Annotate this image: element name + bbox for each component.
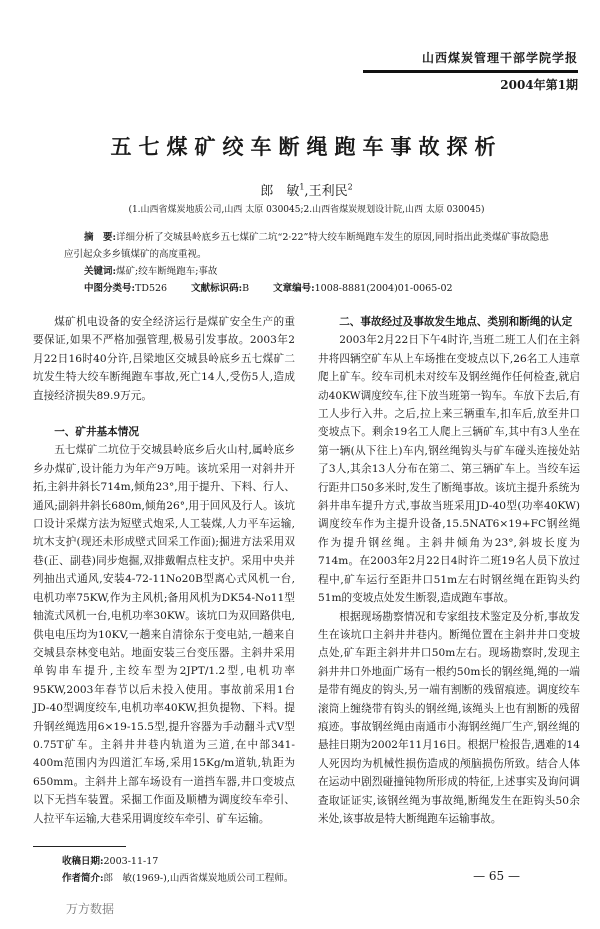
footnote-rule	[33, 846, 126, 847]
authors	[33, 183, 580, 201]
body-columns	[33, 313, 580, 887]
classification-line	[84, 280, 560, 297]
section-heading-1: 一、矿井基本情况	[54, 426, 139, 439]
article-number-label: 文章编号:	[273, 283, 315, 294]
section-2-paragraph-2: 根据现场勘察情况和专家组技术鉴定及分析,事故发生在该坑口主斜井井巷内。断绳位置在主斜井井口变坡点处,矿车距主斜井井口50m左右。现场勘察时,发现主斜井井口外地面广场有一根约50m长的钢丝绳,绳的一端是带有绳皮的钩头,另一端有割断的残留痕迹。调度绞车滚筒上缠绕带有钩头的钢丝绳,该绳头上也有割断的残留痕迹。事故钢丝绳由南通市小海钢丝绳厂生产,钢丝绳的悬挂日期为2002年11月16日。根据尸检报告,遇难的14人死因均为机械性损伤造成的颅脑损伤所致。结合人体在运动中剧烈碰撞钝物所形成的特征,上述事实及询问调查取证证实,该钢丝绳为事故绳,断绳发生在距钩头50余米处,该事故是特大断绳跑车运输事故。	[318, 610, 580, 825]
header-rule	[363, 70, 578, 73]
left-column	[33, 313, 295, 887]
page-number: — 65 —	[473, 869, 520, 884]
author-1: 郎 敏	[260, 184, 300, 199]
issue-number: 2004年第1期	[500, 78, 578, 92]
doc-code-value: B	[242, 283, 250, 294]
paper-title: 五七煤矿绞车断绳跑车事故探析	[110, 134, 503, 159]
author-1-affil-mark: 1	[299, 182, 305, 192]
received-label: 收稿日期:	[62, 855, 104, 867]
clc-value: TD526	[135, 283, 168, 294]
affiliations: (1.山西省煤炭地质公司,山西 太原 030045;2.山西省煤炭规划设计院,山西 太原 030045)	[128, 205, 485, 215]
section-heading-2: 二、事故经过及事故发生地点、类别和断绳的认定	[339, 316, 573, 328]
received-value: 2003-11-17	[103, 855, 159, 867]
doc-code-label: 文献标识码:	[191, 283, 243, 294]
author-2-affil-mark: 2	[347, 182, 353, 192]
right-column	[318, 313, 580, 887]
article-number-value: 1008-8881(2004)01-0065-02	[314, 283, 453, 294]
keywords-text: 煤矿;绞车断绳跑车;事故	[116, 266, 218, 277]
section-1-paragraph: 五七煤矿二坑位于交城县岭底乡后火山村,属岭底乡乡办煤矿,设计能力为年产9万吨。该坑采用一对斜井开拓,主斜井斜长714m,倾角23°,用于提升、下料、行人、通风;副斜井斜长680m,倾角26°,用于回风及行人。该坑口设计采煤方法为短壁式炮采,人工装煤,人力平车运输,坑木支护(现还未形成壁式回采工作面);掘进方法采用双巷(正、副巷)同步炮掘,双排戴帽点柱支护。采用中央并列抽出式通风,安装4-72-11No20B型离心式风机一台,电机功率75KW,作为主风机;备用风机为DK54-No11型轴流式风机一台,电机功率30KW。该坑口为双回路供电,供电电压均为10KV,一趟来自清徐东于变电站,一趟来自交城县奈林变电站。地面安装三台变压器。主斜井采用单钩串车提升,主绞车型为2JPT/1.2型,电机功率95KW,2003年春节以后未投入使用。事故前采用1台JD-40型调度绞车,电机功率40KW,担负提物、下料。提升钢丝绳选用6×19-15.5型,提升容器为手动翻斗式V型0.75T矿车。主斜井井巷内轨道为三道,在中部341-400m范围内为四道汇车场,采用15Kg/m道轨,轨距为650mm。主斜井上部车场设有一道挡车器,井口变坡点以下无挡车装置。采掘工作面及顺槽为调度绞车牵引、人拉平车运输,大巷采用调度绞车牵引、矿车运输。	[33, 444, 295, 825]
author-bio	[62, 870, 295, 887]
intro-paragraph: 煤矿机电设备的安全经济运行是煤矿安全生产的重要保证,如果不严格加强管理,极易引发事故。2003年2月22日16时40分许,吕梁地区交城县岭底乡五七煤矿二坑发生特大绞车断绳跑车事故,死亡14人,受伤5人,造成直接经济损失89.9万元。	[33, 316, 295, 402]
keywords	[84, 263, 560, 280]
received-date	[62, 853, 295, 870]
keywords-label: 关键词:	[84, 266, 117, 277]
abstract-text: 详细分析了交城县岭底乡五七煤矿二坑“2·22”特大绞车断绳跑车发生的原因,同时指出此类煤矿事故隐患应引起众多乡镇煤矿的高度重视。	[64, 232, 549, 260]
bio-label: 作者简介:	[62, 872, 104, 884]
bio-value: 郎 敏(1969-),山西省煤炭地质公司工程师。	[103, 872, 294, 884]
author-2: 王利民	[308, 184, 348, 199]
author-separator: ,	[304, 184, 309, 199]
abstract	[64, 229, 550, 263]
running-header	[33, 50, 580, 93]
section-2-paragraph-1: 2003年2月22日下午4时许,当班二班工人们在主斜井将四辆空矿车从上车场推在变坡点以下,26名工人违章爬上矿车。绞车司机未对绞车及钢丝绳作任何检查,就启动40KW调度绞车,往下放当班第一钩车。车放下去后,有工人步行入井。之后,拉上来三辆重车,扣车后,放至井口变坡点下。剩余19名工人爬上三辆矿车,其中有3人坐在第一辆(从下往上)车内,钢丝绳钩头与矿车碰头连接处站了3人,其余13人分布在第二、第三辆矿车上。当绞车运行距井口50多米时,发生了断绳事故。该坑主提升系统为斜井串车提升方式,事故当班采用JD-40型(功率40KW)调度绞车作为主提升设备,15.5NAT6×19+FC钢丝绳作为提升钢丝绳。主斜井倾角为23°,斜坡长度为714m。在2003年2月22日4时许二班19名人员下放过程中,矿车运行至距井口51m左右时钢丝绳在距钩头约51m的变坡点处发生断裂,造成跑车事故。	[318, 334, 580, 605]
watermark: 万方数据	[66, 901, 115, 916]
journal-name: 山西煤炭管理干部学院学报	[421, 51, 578, 65]
abstract-label: 摘 要:	[84, 232, 117, 243]
clc-label: 中图分类号:	[84, 283, 136, 294]
